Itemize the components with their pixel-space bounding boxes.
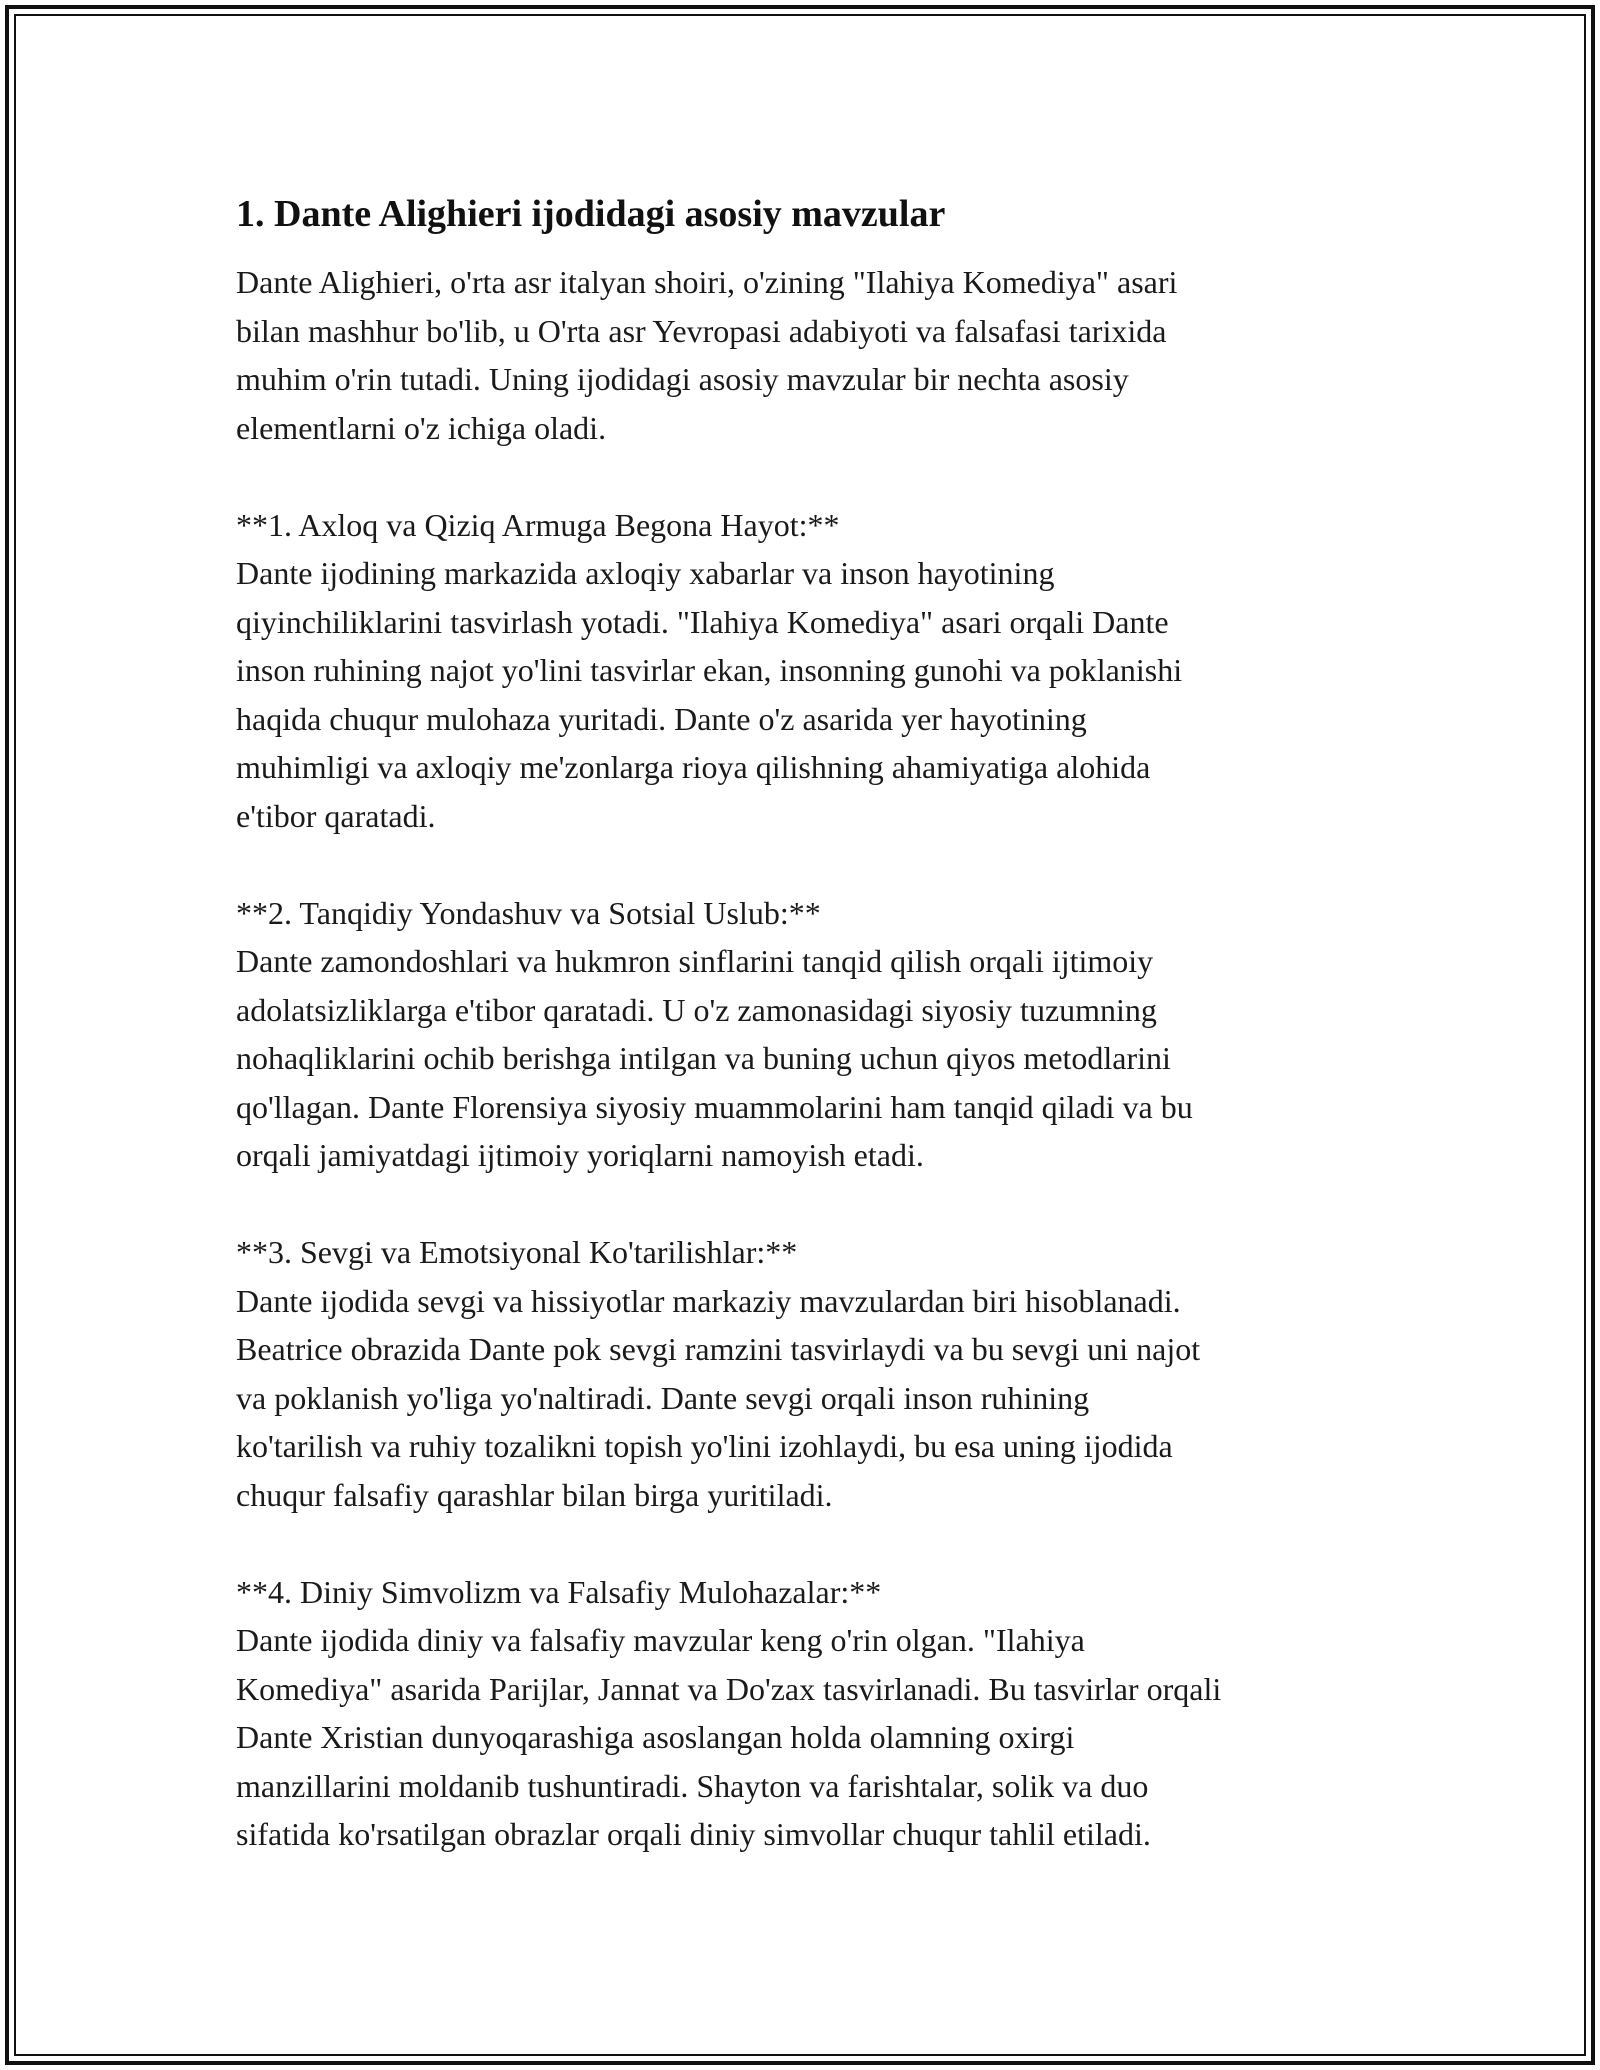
section-body: Dante ijodida diniy va falsafiy mavzular keng o'rin olgan. "Ilahiya Komediya" asarida Parijlar, Jannat va Do'zax tasvirlanadi. Bu tasvirlar orqali Dante Xristian dunyoqarashiga asoslangan holda olamning oxirgi manzillarini moldanib tushuntiradi. Shayton va farishtalar, solik va duo sifatida ko'rsatilgan obrazlar orqali diniy simvollar chuqur tahlil etiladi. <box>236 1622 1222 1852</box>
section-heading: **1. Axloq va Qiziq Armuga Begona Hayot:** <box>236 506 840 543</box>
document-body <box>236 188 1376 1859</box>
section-3 <box>236 1228 1376 1519</box>
section-1 <box>236 501 1376 841</box>
section-body: Dante zamondoshlari va hukmron sinflarini tanqid qilish orqali ijtimoiy adolatsizliklarga e'tibor qaratadi. U o'z zamonasidagi siyosiy tuzumning nohaqliklarini ochib berishga intilgan va buning uchun qiyos metodlarini qo'llagan. Dante Florensiya siyosiy muammolarini ham tanqid qiladi va bu orqali jamiyatdagi ijtimoiy yoriqlarni namoyish etadi. <box>236 943 1193 1173</box>
section-heading: **3. Sevgi va Emotsiyonal Ko'tarilishlar:** <box>236 1234 798 1270</box>
section-4 <box>236 1568 1376 1859</box>
section-heading: **4. Diniy Simvolizm va Falsafiy Mulohazalar:** <box>236 1573 882 1610</box>
document-title: 1. Dante Alighieri ijodidagi asosiy mavzular <box>236 193 946 235</box>
section-heading: **2. Tanqidiy Yondashuv va Sotsial Uslub:** <box>236 894 821 931</box>
section-body: Dante ijodining markazida axloqiy xabarlar va inson hayotining qiyinchiliklarini tasvirlash yotadi. "Ilahiya Komediya" asari orqali Dante inson ruhining najot yo'lini tasvirlar ekan, insonning gunohi va poklanishi haqida chuqur mulohaza yuritadi. Dante o'z asarida yer hayotining muhimligi va axloqiy me'zonlarga rioya qilishning ahamiyatiga alohida e'tibor qaratadi. <box>236 555 1183 834</box>
intro-paragraph: Dante Alighieri, o'rta asr italyan shoiri, o'zining "Ilahiya Komediya" asari bilan mashhur bo'lib, u O'rta asr Yevropasi adabiyoti va falsafasi tarixida muhim o'rin tutadi. Uning ijodidagi asosiy mavzular bir nechta asosiy elementlarni o'z ichiga oladi. <box>236 264 1178 446</box>
section-2 <box>236 889 1376 1180</box>
section-body: Dante ijodida sevgi va hissiyotlar markaziy mavzulardan biri hisoblanadi. Beatrice obrazida Dante pok sevgi ramzini tasvirlaydi va bu sevgi uni najot va poklanish yo'liga yo'naltiradi. Dante sevgi orqali inson ruhining ko'tarilish va ruhiy tozalikni topish yo'lini izohlaydi, bu esa uning ijodida chuqur falsafiy qarashlar bilan birga yuritiladi. <box>236 1282 1201 1513</box>
